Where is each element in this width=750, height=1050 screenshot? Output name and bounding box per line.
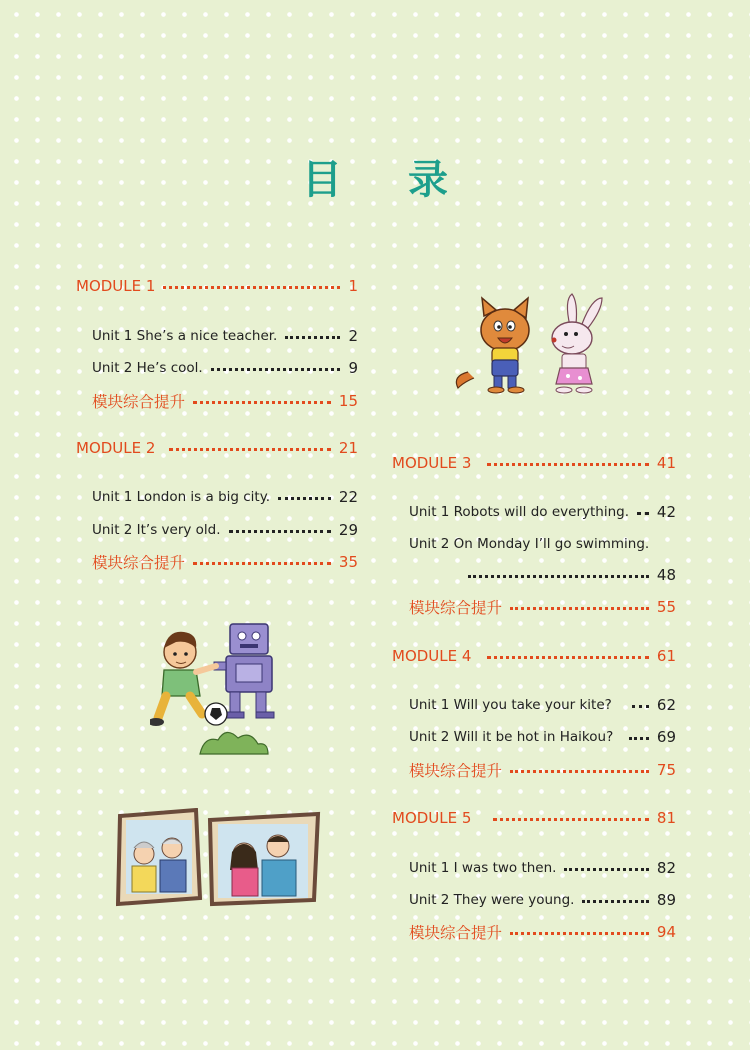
toc-label: Unit 2 On Monday I’ll go swimming. xyxy=(409,536,650,552)
toc-page: 21 xyxy=(338,439,358,457)
toc-label: MODULE 5 xyxy=(392,809,472,827)
leader-dots xyxy=(487,656,648,659)
toc-page: 15 xyxy=(338,392,358,410)
toc-label: 模块综合提升 xyxy=(409,762,503,780)
leader-dots xyxy=(637,512,649,515)
leader-dots xyxy=(163,286,340,289)
leader-dots xyxy=(493,818,648,821)
leader-dots xyxy=(632,705,649,708)
toc-module-1[interactable] xyxy=(76,274,358,298)
toc-label: Unit 2 Will it be hot in Haikou? xyxy=(409,729,614,745)
page-title: 目 录 xyxy=(302,157,474,203)
toc-summary[interactable] xyxy=(409,758,676,782)
toc-label: Unit 1 She’s a nice teacher. xyxy=(92,328,278,344)
toc-label: Unit 1 Robots will do everything. xyxy=(409,504,629,520)
toc-page: 69 xyxy=(656,728,676,746)
soccer-ball xyxy=(205,703,227,725)
toc-page: 48 xyxy=(656,566,676,584)
toc-module-4[interactable] xyxy=(392,644,676,668)
toc-label: 模块综合提升 xyxy=(92,393,186,411)
toc-label: Unit 2 They were young. xyxy=(409,892,575,908)
leader-dots xyxy=(193,562,331,565)
rabbit-figure xyxy=(552,294,603,393)
toc-page: 75 xyxy=(656,761,676,779)
toc-module-2[interactable] xyxy=(76,436,358,460)
toc-unit-wrapped[interactable] xyxy=(409,532,676,556)
toc-label: 模块综合提升 xyxy=(92,554,186,572)
toc-label: MODULE 2 xyxy=(76,439,156,457)
toc-unit[interactable] xyxy=(409,856,676,880)
leader-dots xyxy=(193,401,331,404)
leader-dots xyxy=(229,530,331,533)
toc-page: 22 xyxy=(338,488,358,506)
toc-page: 89 xyxy=(656,891,676,909)
toc-page: 29 xyxy=(338,521,358,539)
leader-dots xyxy=(510,607,649,610)
bush-shape xyxy=(200,732,268,754)
toc-label: 模块综合提升 xyxy=(409,599,503,617)
toc-label: MODULE 3 xyxy=(392,454,472,472)
toc-summary[interactable] xyxy=(92,389,358,413)
toc-page: 81 xyxy=(656,809,676,827)
leader-dots xyxy=(468,575,649,578)
toc-summary[interactable] xyxy=(92,550,358,574)
toc-unit[interactable] xyxy=(409,888,676,912)
toc-label: Unit 1 London is a big city. xyxy=(92,489,271,505)
leader-dots xyxy=(169,448,330,451)
toc-unit[interactable] xyxy=(92,485,358,509)
toc-page: 2 xyxy=(348,327,358,345)
family-photos-illustration xyxy=(116,808,322,908)
toc-summary[interactable] xyxy=(409,920,676,944)
toc-unit-wrapped-page[interactable] xyxy=(468,563,676,587)
toc-page: 42 xyxy=(656,503,676,521)
cat-and-rabbit-illustration xyxy=(448,292,618,396)
toc-label: Unit 2 He’s cool. xyxy=(92,360,203,376)
toc-label: Unit 1 Will you take your kite? xyxy=(409,697,612,713)
leader-dots xyxy=(582,900,648,903)
toc-page: 94 xyxy=(656,923,676,941)
parents-photo xyxy=(210,814,318,904)
cat-figure xyxy=(456,298,529,393)
toc-page: 55 xyxy=(656,598,676,616)
toc-page: 35 xyxy=(338,553,358,571)
toc-unit[interactable] xyxy=(409,500,676,524)
toc-unit[interactable] xyxy=(92,324,358,348)
robot-figure xyxy=(214,624,274,718)
toc-module-5[interactable] xyxy=(392,806,676,830)
leader-dots xyxy=(510,770,649,773)
leader-dots xyxy=(564,868,648,871)
toc-unit[interactable] xyxy=(409,725,676,749)
leader-dots xyxy=(211,368,341,371)
leader-dots xyxy=(278,497,331,500)
toc-label: Unit 2 It’s very old. xyxy=(92,522,221,538)
toc-page: 9 xyxy=(348,359,358,377)
boy-and-robot-illustration xyxy=(150,618,286,758)
toc-page: 82 xyxy=(656,859,676,877)
grandparents-photo xyxy=(118,810,200,904)
toc-unit[interactable] xyxy=(92,518,358,542)
leader-dots xyxy=(629,737,649,740)
toc-unit[interactable] xyxy=(409,693,676,717)
toc-label: MODULE 4 xyxy=(392,647,472,665)
leader-dots xyxy=(285,336,340,339)
toc-page: 1 xyxy=(348,277,358,295)
toc-label: 模块综合提升 xyxy=(409,924,503,942)
toc-page: 62 xyxy=(656,696,676,714)
toc-label: Unit 1 I was two then. xyxy=(409,860,557,876)
toc-module-3[interactable] xyxy=(392,451,676,475)
leader-dots xyxy=(487,463,648,466)
toc-summary[interactable] xyxy=(409,595,676,619)
toc-label: MODULE 1 xyxy=(76,277,156,295)
toc-unit[interactable] xyxy=(92,356,358,380)
toc-page: 61 xyxy=(656,647,676,665)
leader-dots xyxy=(510,932,649,935)
toc-page: 41 xyxy=(656,454,676,472)
